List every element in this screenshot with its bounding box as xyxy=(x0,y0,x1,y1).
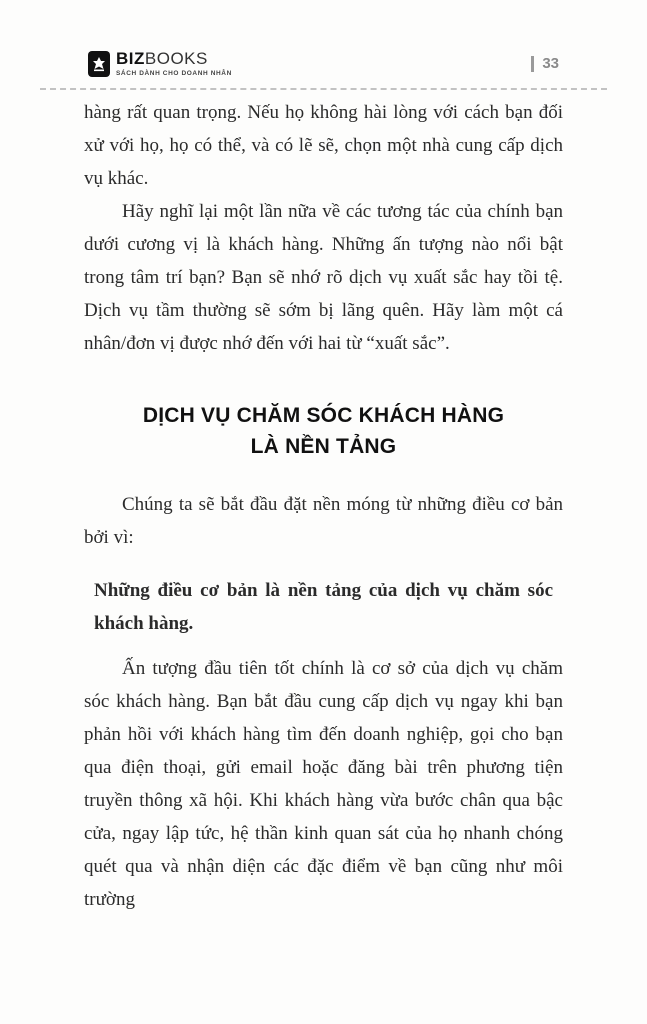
paragraph-continued: hàng rất quan trọng. Nếu họ không hài lòng với cách bạn đối xử với họ, họ có thể, và có lẽ sẽ, chọn một nhà cung cấp dịch vụ khác. xyxy=(84,102,563,189)
paragraph: Ấn tượng đầu tiên tốt chính là cơ sở của dịch vụ chăm sóc khách hàng. Bạn bắt đầu cung cấp dịch vụ ngay khi bạn phản hồi với khách hàng tìm đến doanh nghiệp, gọi cho bạn qua điện thoại, gửi email hoặc đăng bài trên phương tiện truyền thông xã hội. Khi khách hàng vừa bước chân qua bậc cửa, ngay lập tức, hệ thần kinh quan sát của họ nhanh chóng quét qua và nhận diện các đặc điểm về bạn cũng như môi trường xyxy=(84,658,563,910)
emphasized-statement: Những điều cơ bản là nền tảng của dịch vụ chăm sóc khách hàng. xyxy=(94,580,553,634)
page-header xyxy=(88,50,559,78)
section-heading-line1: DỊCH VỤ CHĂM SÓC KHÁCH HÀNG xyxy=(142,404,505,427)
page-number: 33 xyxy=(531,56,559,73)
paragraph: Hãy nghĩ lại một lần nữa về các tương tác của chính bạn dưới cương vị là khách hàng. Những ấn tượng nào nổi bật trong tâm trí bạn? Bạn sẽ nhớ rõ dịch vụ xuất sắc hay tồi tệ. Dịch vụ tầm thường sẽ sớm bị lãng quên. Hãy làm một cá nhân/đơn vị được nhớ đến với hai từ “xuất sắc”. xyxy=(84,201,563,354)
section-heading xyxy=(84,400,563,462)
section-heading-line2: LÀ NỀN TẢNG xyxy=(250,435,397,458)
logo-tagline: SÁCH DÀNH CHO DOANH NHÂN xyxy=(116,70,232,77)
logo-word-biz: BIZ xyxy=(116,49,145,68)
page-content xyxy=(84,96,563,916)
bizbooks-logo-text xyxy=(116,50,232,78)
header-divider xyxy=(40,88,607,90)
bizbooks-logo-icon xyxy=(88,51,110,77)
paragraph: Chúng ta sẽ bắt đầu đặt nền móng từ những điều cơ bản bởi vì: xyxy=(84,494,563,548)
logo-word-books: BOOKS xyxy=(144,49,208,68)
bizbooks-logo xyxy=(88,50,232,78)
